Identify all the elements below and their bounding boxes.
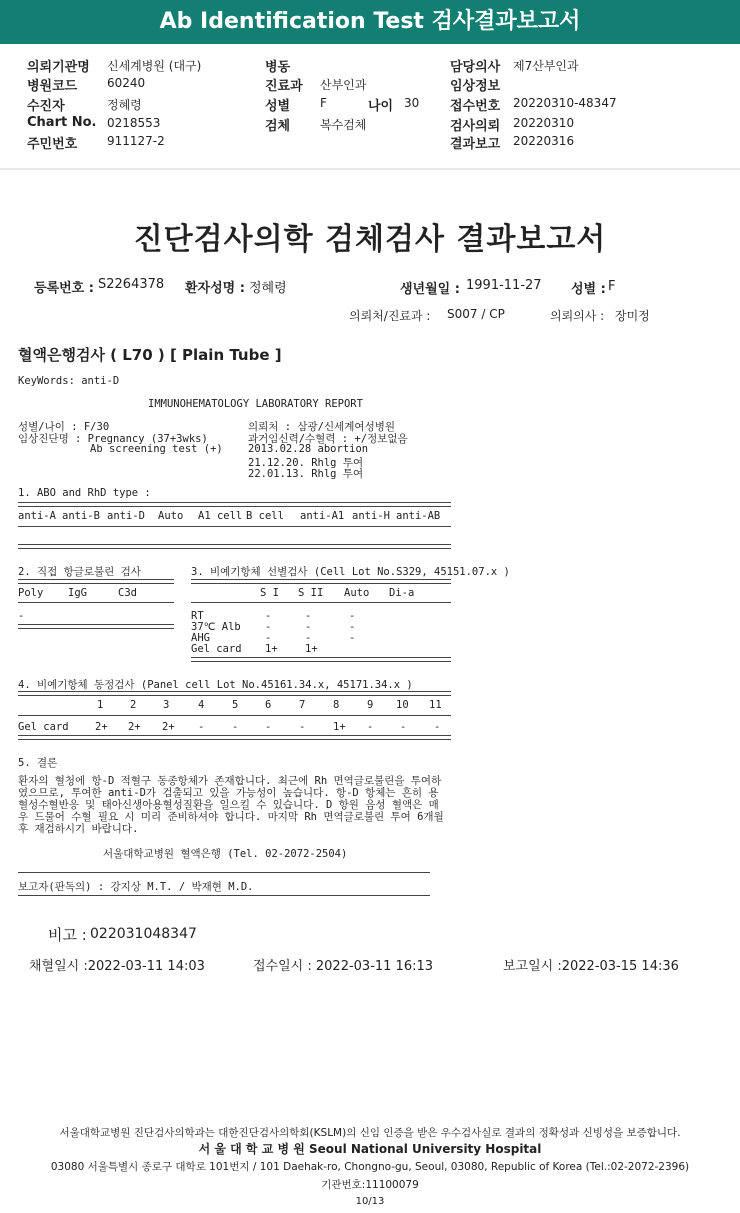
dob-label: 생년월일 : — [400, 282, 460, 297]
lab-report-title: IMMUNOHEMATOLOGY LABORATORY REPORT — [148, 398, 363, 410]
value-specimen: 복수검체 — [320, 118, 367, 132]
panel-cell: - — [299, 721, 306, 733]
panel-col: 11 — [429, 699, 442, 711]
rule — [18, 544, 451, 549]
panel-col: 5 — [232, 699, 239, 711]
screen-cell: 1+ — [265, 643, 278, 655]
screen-cell: - — [349, 610, 356, 622]
panel-col: 6 — [265, 699, 272, 711]
receive-datetime: 접수일시 : 2022-03-11 16:13 — [253, 959, 434, 974]
label-age: 나이 — [368, 99, 394, 114]
keywords: KeyWords: anti-D — [18, 375, 120, 387]
screen-col: S II — [298, 587, 324, 599]
report-title: 진단검사의학 검체검사 결과보고서 — [133, 222, 607, 257]
panel-title: 4. 비예기항체 동정검사 (Panel cell Lot No.45161.34.x, 45171.34.x ) — [18, 679, 413, 691]
screen-col: Auto — [344, 587, 370, 599]
screen-cell: - — [265, 632, 272, 644]
rule — [18, 624, 174, 629]
panel-cell: - — [367, 721, 374, 733]
abo-col: B cell — [246, 510, 284, 522]
footer-address: 03080 서울특별시 종로구 대학로 101번지 / 101 Daehak-ro, Chongno-gu, Seoul, 03080, Republic of Korea (Tel.:02-2072-2396) — [50, 1161, 690, 1173]
value-resident-no: 911127-2 — [107, 134, 165, 148]
panel-col: 4 — [198, 699, 205, 711]
abo-col: anti-AB — [396, 510, 441, 522]
history-line: 과거임신력/수혈력 : +/정보없음 — [248, 433, 408, 445]
history-line: 의뢰처 : 삼광/신세계여성병원 — [248, 421, 396, 433]
panel-cell: 2+ — [162, 721, 175, 733]
rule — [191, 657, 451, 662]
abo-col: anti-A1 — [300, 510, 345, 522]
history-line: 21.12.20. Rhlg 투여 — [248, 457, 364, 469]
screen-cell: - — [265, 621, 272, 633]
patient-name-value: 정혜령 — [249, 281, 287, 296]
label-ward: 병동 — [265, 60, 291, 75]
panel-cell: - — [400, 721, 407, 733]
panel-col: 3 — [163, 699, 170, 711]
rule — [191, 602, 451, 603]
panel-cell: 2+ — [95, 721, 108, 733]
dept-label: 의뢰처/진료과 : — [349, 309, 431, 323]
screen-row-label: AHG — [191, 632, 210, 644]
screen-cell: - — [265, 610, 272, 622]
panel-row-label: Gel card — [18, 721, 69, 733]
rule — [18, 895, 430, 896]
rule — [18, 602, 174, 603]
abo-col: A1 cell — [198, 510, 243, 522]
abo-col: anti-H — [352, 510, 390, 522]
conclusion-title: 5. 결론 — [18, 757, 58, 769]
screen-cell: 1+ — [305, 643, 318, 655]
label-chart-no: Chart No. — [27, 115, 97, 130]
abo-title: 1. ABO and RhD type : — [18, 487, 151, 499]
value-patient: 정혜령 — [107, 98, 142, 112]
doctor-value: 장미정 — [615, 309, 650, 323]
footer-certification: 서울대학교병원 진단검사의학과는 대한진단검사의학회(KSLM)의 신임 인증을 받은 우수검사실로 결과의 정확성과 신빙성을 보증합니다. — [59, 1127, 681, 1139]
label-sex: 성별 — [265, 99, 291, 114]
abo-col: anti-D — [107, 510, 145, 522]
note-label: 비고 : — [48, 926, 87, 944]
dat-col: Poly — [18, 587, 44, 599]
label-patient: 수진자 — [27, 99, 65, 114]
dat-col: IgG — [68, 587, 87, 599]
screen-title: 3. 비예기항체 선별검사 (Cell Lot No.S329, 45151.07.x ) — [191, 566, 510, 578]
diagnosis-line2: Ab screening test (+) — [90, 443, 223, 455]
history-line: 22.01.13. Rhlg 투여 — [248, 468, 364, 480]
screen-cell: - — [305, 610, 312, 622]
footer-hospital-name: 서 울 대 학 교 병 원 Seoul National University Hospital — [198, 1142, 542, 1156]
dat-title: 2. 직접 항글로불린 검사 — [18, 566, 141, 578]
dob-value: 1991-11-27 — [466, 278, 542, 293]
label-result-report: 결과보고 — [450, 137, 501, 152]
screen-col: Di-a — [389, 587, 415, 599]
screen-cell: - — [349, 632, 356, 644]
history-line: 2013.02.28 abortion — [248, 443, 369, 455]
label-department: 진료과 — [265, 79, 303, 94]
label-test-request: 검사의뢰 — [450, 119, 501, 134]
collect-datetime: 채혈일시 :2022-03-11 14:03 — [29, 959, 205, 974]
dat-col: C3d — [118, 587, 137, 599]
label-resident-no: 주민번호 — [27, 137, 78, 152]
screen-cell: - — [305, 621, 312, 633]
rule — [191, 579, 451, 584]
screen-row-label: Gel card — [191, 643, 242, 655]
panel-col: 2 — [130, 699, 137, 711]
rule — [18, 715, 451, 716]
value-result-report: 20220316 — [513, 134, 575, 148]
panel-cell: - — [232, 721, 239, 733]
screen-row-label: RT — [191, 610, 204, 622]
panel-col: 8 — [333, 699, 340, 711]
rule — [18, 526, 451, 527]
screen-cell: - — [305, 632, 312, 644]
diagnosis-line1: 임상진단명 : Pregnancy (37+3wks) — [18, 433, 208, 445]
panel-cell: - — [434, 721, 441, 733]
abo-col: Auto — [158, 510, 184, 522]
reg-label: 등록번호 : — [34, 281, 94, 296]
panel-col: 1 — [97, 699, 104, 711]
conclusion-text: 환자의 혈청에 항-D 적혈구 동종항체가 존재합니다. 최근에 Rh 면역글로불린을 투여하였으므로, 투여한 anti-D가 검출되고 있을 가능성이 높습니다. 항-D 항체는 흔히 용혈성수혈반응 및 태아신생아용혈성질환을 일으킬 수 있습니다. D 항원 음성 혈액은 매우 드물어 수혈 필요 시 미리 준비하셔야 합니다. 마지막 Rh 면역글로불린 투여 6개월 후 재검하시기 바랍니다. — [18, 775, 444, 835]
panel-cell: 2+ — [128, 721, 141, 733]
panel-col: 7 — [299, 699, 306, 711]
reporter: 보고자(판독의) : 강지상 M.T. / 박재현 M.D. — [18, 881, 254, 893]
header-separator — [0, 168, 740, 170]
label-doctor: 담당의사 — [450, 60, 501, 75]
rule — [18, 691, 451, 696]
panel-cell: - — [198, 721, 205, 733]
page-number: 10/13 — [355, 1196, 385, 1207]
patient-name-label: 환자성명 : — [185, 281, 245, 296]
header-info — [0, 46, 740, 168]
sex-value: F — [608, 279, 616, 294]
value-sex: F — [320, 96, 327, 110]
dat-value: - — [18, 610, 25, 622]
rule — [18, 735, 451, 740]
abo-col: anti-B — [62, 510, 100, 522]
label-hospital-code: 병원코드 — [27, 79, 78, 94]
screen-row-label: 37℃ Alb — [191, 621, 241, 633]
bloodbank-line: 서울대학교병원 혈액은행 (Tel. 02-2072-2504) — [103, 848, 348, 860]
report-datetime: 보고일시 :2022-03-15 14:36 — [503, 959, 679, 974]
rule — [18, 579, 174, 584]
abo-col: anti-A — [18, 510, 56, 522]
sex-age: 성별/나이 : F/30 — [18, 421, 110, 433]
value-requesting-institution: 신세계병원 (대구) — [107, 59, 202, 73]
section-title: 혈액은행검사 ( L70 ) [ Plain Tube ] — [18, 346, 282, 364]
rule — [18, 502, 451, 507]
panel-col: 10 — [396, 699, 409, 711]
value-chart-no: 0218553 — [107, 116, 161, 130]
value-department: 산부인과 — [320, 78, 367, 92]
panel-cell: - — [265, 721, 272, 733]
value-accession-no: 20220310-48347 — [513, 96, 617, 110]
dept-value: S007 / CP — [447, 307, 505, 321]
label-accession-no: 접수번호 — [450, 99, 501, 114]
value-hospital-code: 60240 — [107, 76, 146, 90]
rule — [18, 872, 430, 873]
value-age: 30 — [404, 96, 420, 110]
panel-cell: 1+ — [333, 721, 346, 733]
report-banner: Ab Identification Test 검사결과보고서 — [0, 0, 740, 44]
note-value: 022031048347 — [90, 926, 197, 942]
footer-institution-code: 기관번호:11100079 — [321, 1179, 419, 1191]
label-requesting-institution: 의뢰기관명 — [27, 60, 90, 75]
label-clinical-info: 임상정보 — [450, 79, 501, 94]
screen-cell: - — [349, 621, 356, 633]
reg-value: S2264378 — [98, 277, 165, 292]
value-doctor: 제7산부인과 — [513, 59, 579, 73]
value-test-request: 20220310 — [513, 116, 575, 130]
panel-col: 9 — [367, 699, 374, 711]
label-specimen: 검체 — [265, 119, 291, 134]
sex-label: 성별 : — [571, 282, 606, 297]
doctor-label: 의뢰의사 : — [550, 309, 605, 323]
screen-col: S I — [260, 587, 279, 599]
